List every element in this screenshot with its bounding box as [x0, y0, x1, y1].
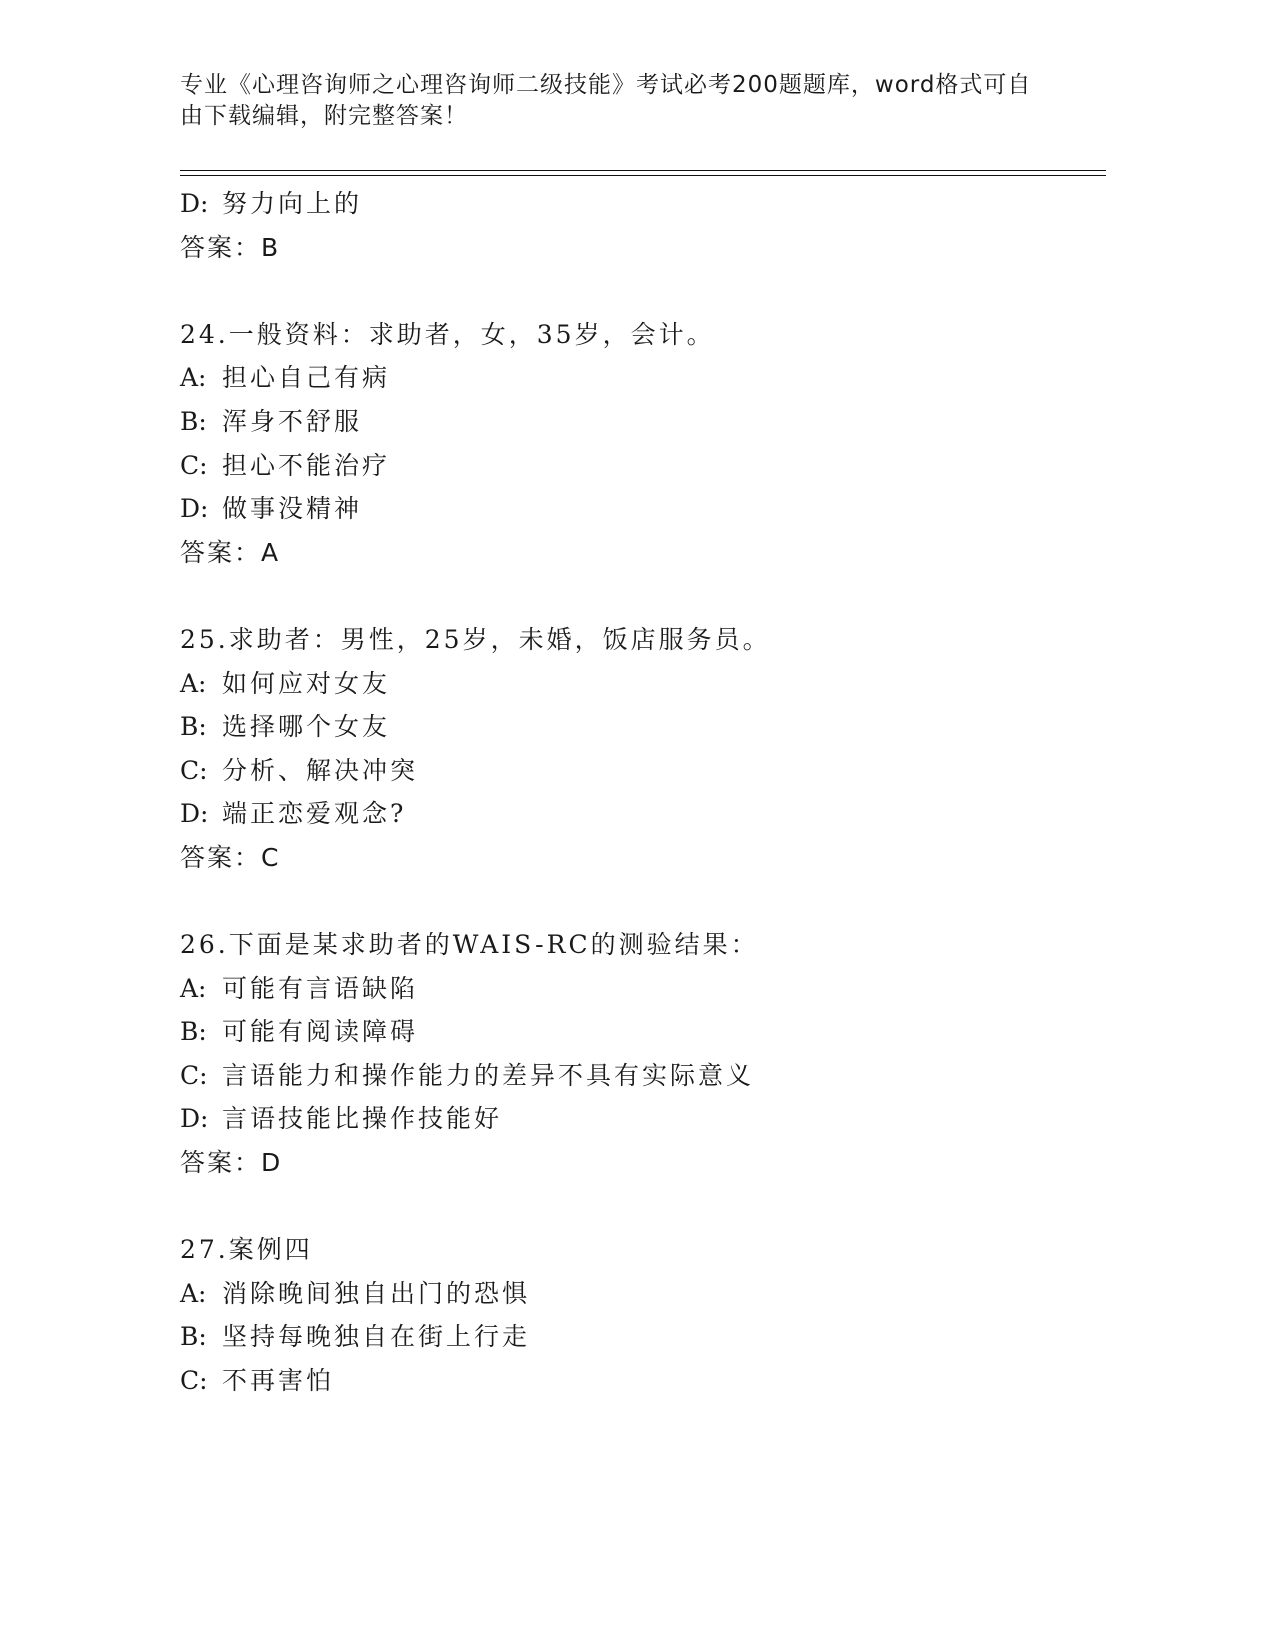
- answer-line: 答案：B: [180, 232, 281, 262]
- option-text: 担心不能治疗: [222, 450, 391, 480]
- option-key: B:: [180, 1017, 207, 1047]
- option-key: C:: [180, 450, 208, 480]
- question-stem: 26.下面是某求助者的WAIS-RC的测验结果：: [180, 930, 759, 960]
- option-key: A:: [180, 973, 207, 1003]
- option-a: [180, 356, 1100, 400]
- header-line-2: 由下载编辑，附完整答案！: [180, 103, 468, 129]
- option-b: [180, 400, 1100, 444]
- question-stem: 25.求助者：男性，25岁，未婚，饭店服务员。: [180, 624, 771, 654]
- answer-line: 答案：D: [180, 1148, 283, 1178]
- option-a: [180, 967, 1100, 1011]
- answer-line: 答案：C: [180, 842, 281, 872]
- option-key: B:: [180, 1322, 207, 1352]
- document-header: [180, 70, 1080, 132]
- option-text: 如何应对女友: [222, 668, 391, 698]
- option-text: 选择哪个女友: [222, 712, 391, 742]
- option-text: 不再害怕: [222, 1366, 335, 1396]
- option-text: 担心自己有病: [222, 363, 391, 393]
- option-key: D:: [180, 799, 209, 829]
- option-b: [180, 1315, 1100, 1359]
- option-text: 可能有阅读障碍: [222, 1017, 419, 1047]
- option-c: [180, 1054, 1100, 1098]
- option-key: D:: [180, 189, 209, 218]
- header-line-1: 专业《心理咨询师之心理咨询师二级技能》考试必考200题题库，word格式可自: [180, 72, 1032, 98]
- option-b: [180, 1010, 1100, 1054]
- option-key: C:: [180, 1366, 208, 1396]
- answer-line: 答案：A: [180, 537, 281, 567]
- option-a: [180, 662, 1100, 706]
- header-rule-top: [180, 170, 1106, 171]
- option-text: 端正恋爱观念?: [222, 799, 407, 829]
- header-rule-bottom: [180, 175, 1106, 176]
- spacer: [180, 269, 1100, 313]
- option-text: 浑身不舒服: [222, 406, 363, 436]
- option-d: [180, 182, 1100, 226]
- option-key: B:: [180, 406, 207, 436]
- question-stem: 27.案例四: [180, 1235, 313, 1265]
- option-key: A:: [180, 363, 207, 393]
- option-key: C:: [180, 755, 208, 785]
- question-stem: 24.一般资料：求助者，女，35岁，会计。: [180, 319, 715, 349]
- spacer: [180, 574, 1100, 618]
- option-c: [180, 1359, 1100, 1403]
- question-list: [180, 182, 1100, 1403]
- option-a: [180, 1272, 1100, 1316]
- option-c: [180, 444, 1100, 488]
- spacer: [180, 1185, 1100, 1229]
- option-key: B:: [180, 712, 207, 742]
- option-text: 坚持每晚独自在街上行走: [222, 1322, 531, 1352]
- option-key: D:: [180, 494, 209, 524]
- option-text: 分析、解决冲突: [222, 755, 419, 785]
- option-key: A:: [180, 1278, 207, 1308]
- option-d: [180, 487, 1100, 531]
- option-text: 努力向上的: [222, 189, 363, 218]
- option-d: [180, 792, 1100, 836]
- option-key: D:: [180, 1104, 209, 1134]
- option-text: 做事没精神: [222, 494, 363, 524]
- option-key: C:: [180, 1060, 208, 1090]
- option-text: 言语能力和操作能力的差异不具有实际意义: [222, 1060, 755, 1090]
- option-b: [180, 705, 1100, 749]
- option-text: 言语技能比操作技能好: [222, 1104, 503, 1134]
- option-text: 消除晚间独自出门的恐惧: [222, 1278, 531, 1308]
- option-d: [180, 1097, 1100, 1141]
- spacer: [180, 880, 1100, 924]
- option-text: 可能有言语缺陷: [222, 973, 419, 1003]
- option-key: A:: [180, 668, 207, 698]
- option-c: [180, 749, 1100, 793]
